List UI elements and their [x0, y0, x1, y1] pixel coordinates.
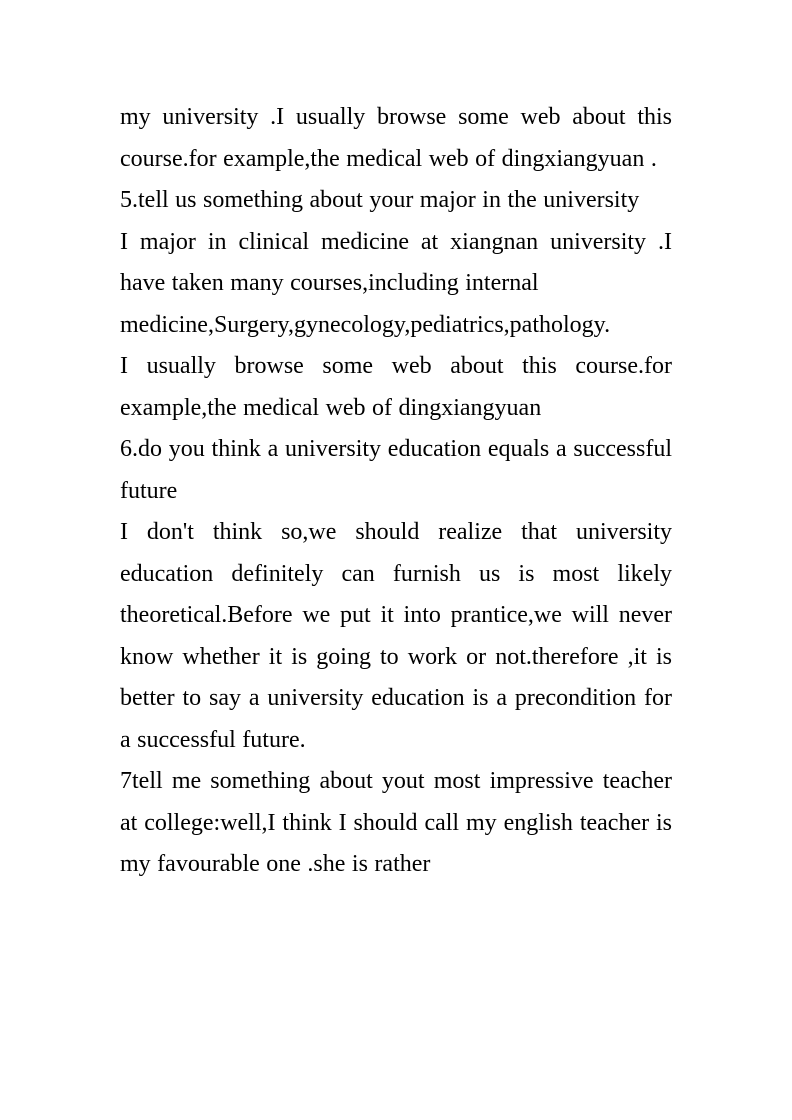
question-7: 7tell me something about yout most impressive teacher at college:well,I think I should call my english teacher is my favourable one .she is rather: [120, 768, 672, 877]
question-5: 5.tell us something about your major in the university: [120, 187, 640, 213]
answer-5-part-2: medicine,Surgery,gynecology,pediatrics,pathology.: [120, 311, 611, 338]
answer-6: I don't think so,we should realize that university education definitely can furnish us is most likely theoretical.Before we put it into prantice,we will never know whether it is going to work or not.therefore ,it is better to say a university education is a precondition for a successful future.: [120, 519, 672, 753]
answer-5-part-1: I major in clinical medicine at xiangnan university .I have taken many courses,including internal: [120, 228, 672, 296]
answer-5-part-3: I usually browse some web about this course.for example,the medical web of dingxiangyuan: [120, 353, 672, 421]
paragraph-continuation: my university .I usually browse some web about this course.for example,the medical web of dingxiangyuan .: [120, 104, 672, 172]
document-page: [120, 97, 672, 886]
question-6: 6.do you think a university education equals a successful future: [120, 436, 672, 504]
